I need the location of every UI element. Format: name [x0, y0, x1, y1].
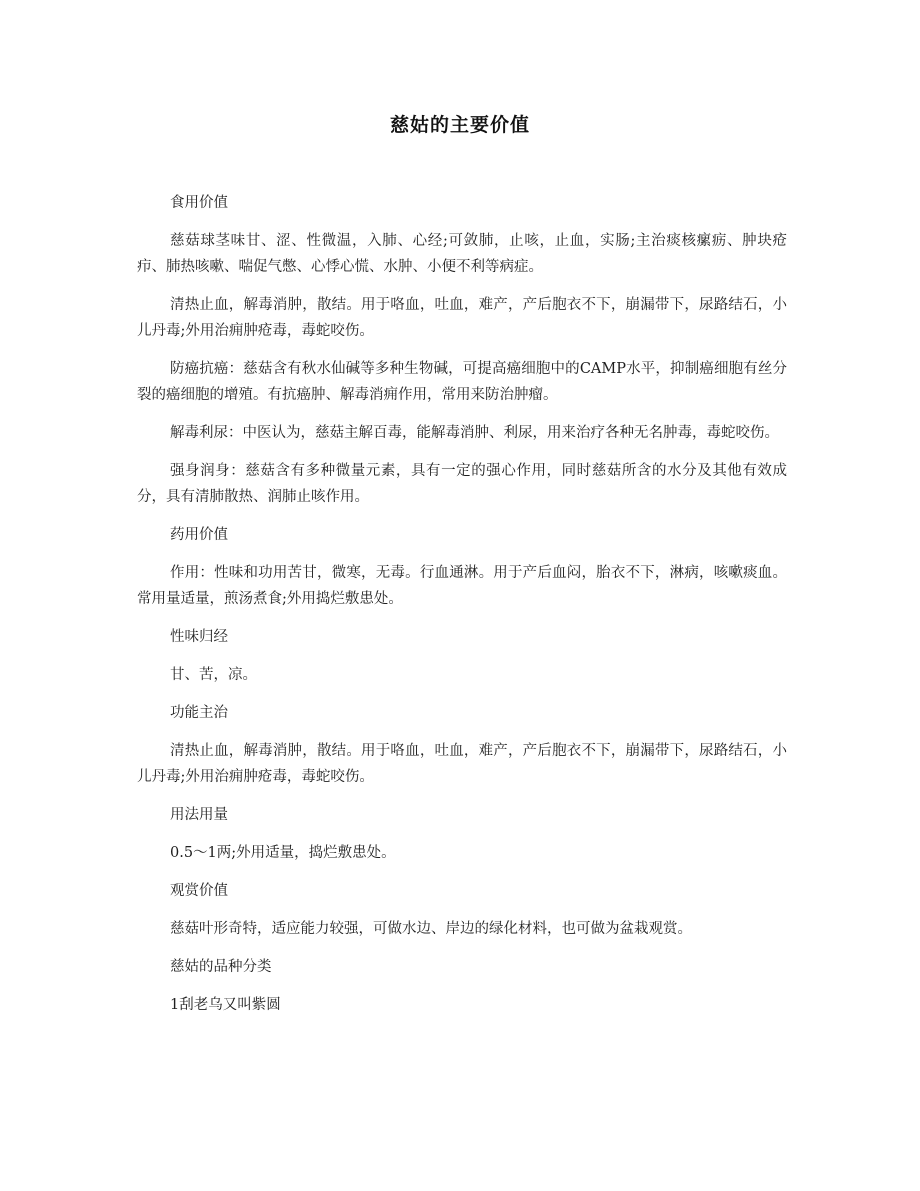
paragraph-detox-diuretic: 解毒利尿：中医认为，慈菇主解百毒，能解毒消肿、利尿，用来治疗各种无名肿毒，毒蛇咬伤。: [170, 425, 779, 441]
paragraph-medicinal-effect: 作用：性味和功用苦甘，微寒，无毒。行血通淋。用于产后血闷，胎衣不下，淋病，咳嗽痰血。常用量适量，煎汤煮食;外用捣烂敷患处。: [137, 565, 787, 607]
section-heading-dosage: 用法用量: [170, 807, 228, 823]
section-heading-medicinal: 药用价值: [170, 527, 228, 543]
paragraph-dosage: 0.5～1两;外用适量，捣烂敷患处。: [170, 845, 396, 861]
section-heading-indications: 功能主治: [170, 705, 228, 721]
paragraph-variety-1: 1刮老乌又叫紫圆: [170, 997, 281, 1013]
paragraph-heat-clearing: 清热止血，解毒消肿，散结。用于咯血，吐血，难产，产后胞衣不下，崩漏带下，尿路结石，小儿丹毒;外用治痈肿疮毒，毒蛇咬伤。: [137, 297, 787, 339]
paragraph-nature-meridian: 甘、苦，凉。: [170, 667, 257, 683]
paragraph-anticancer: 防癌抗癌：慈菇含有秋水仙碱等多种生物碱，可提高癌细胞中的CAMP水平，抑制癌细胞有丝分裂的癌细胞的增殖。有抗癌肿、解毒消痈作用，常用来防治肿瘤。: [137, 361, 787, 403]
section-heading-ornamental: 观赏价值: [170, 883, 228, 899]
section-heading-edible: 食用价值: [170, 195, 228, 211]
paragraph-edible-properties: 慈菇球茎味甘、涩、性微温，入肺、心经;可敛肺，止咳，止血，实肠;主治痰核瘰疬、肿块疮疖、肺热咳嗽、喘促气憋、心悸心慌、水肿、小便不利等病症。: [137, 233, 787, 275]
section-heading-varieties: 慈姑的品种分类: [170, 959, 272, 975]
document-body: [137, 190, 787, 1030]
paragraph-ornamental: 慈菇叶形奇特，适应能力较强，可做水边、岸边的绿化材料，也可做为盆栽观赏。: [170, 921, 692, 937]
page-title: 慈姑的主要价值: [389, 114, 530, 136]
paragraph-indications: 清热止血，解毒消肿，散结。用于咯血，吐血，难产，产后胞衣不下，崩漏带下，尿路结石，小儿丹毒;外用治痈肿疮毒，毒蛇咬伤。: [137, 743, 787, 785]
paragraph-strengthening: 强身润身：慈菇含有多种微量元素，具有一定的强心作用，同时慈菇所含的水分及其他有效成分，具有清肺散热、润肺止咳作用。: [137, 463, 787, 505]
section-heading-nature-meridian: 性味归经: [170, 629, 228, 645]
